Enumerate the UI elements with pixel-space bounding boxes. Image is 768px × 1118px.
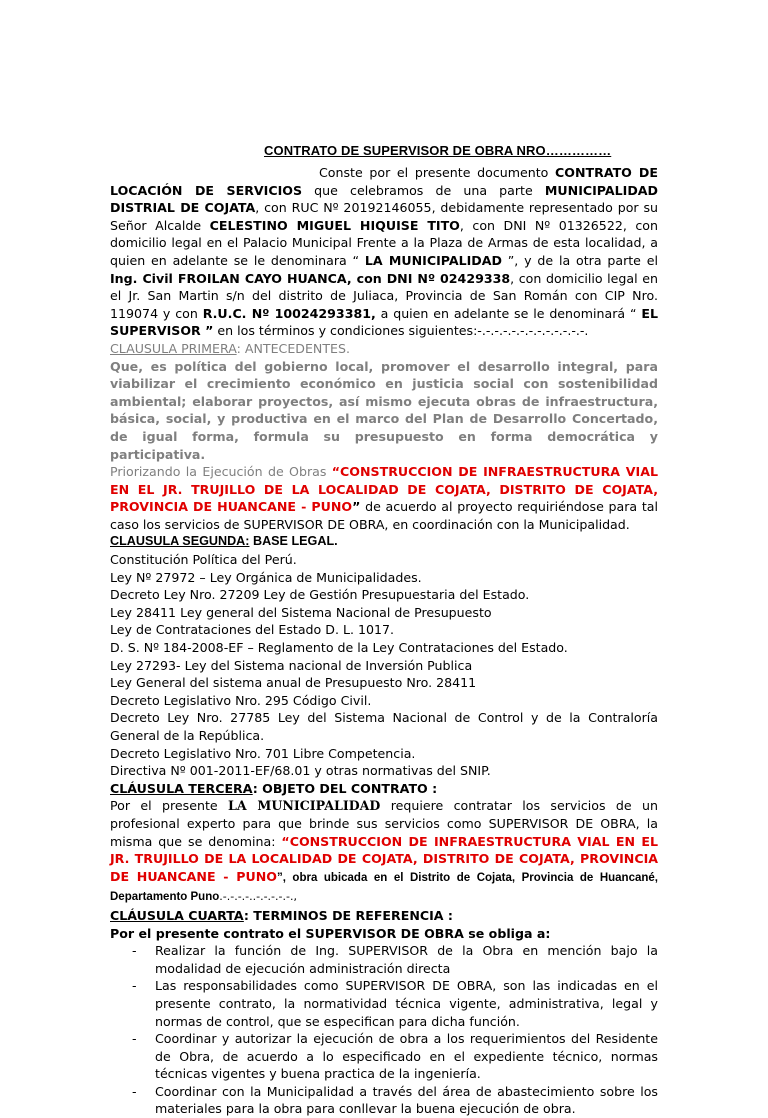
dash-bullet: - <box>132 943 137 959</box>
legal-base-list <box>110 551 658 780</box>
dash-bullet: - <box>132 1031 137 1047</box>
clausula-primera-subject: : ANTECEDENTES. <box>236 340 350 356</box>
objeto-text-3: .-.-.-.-..-.-.-.-.-., <box>219 890 297 904</box>
legal-item: D. S. Nº 184-2008-EF – Reglamento de la Ley Contrataciones del Estado. <box>110 640 568 656</box>
clausula-primera-heading <box>110 340 658 358</box>
el-supervisor-term: EL SUPERVISOR ” <box>110 305 658 339</box>
supervisor-name: Ing. Civil FROILAN CAYO HUANCA <box>110 270 347 286</box>
project-name: “CONSTRUCCION DE INFRAESTRUCTURA VIAL EN EL JR. TRUJILLO DE LA LOCALIDAD DE COJATA, DISTRITO DE COJATA, PROVINCIA DE HUANCANE - PUNO <box>110 833 659 884</box>
legal-item: Directiva Nº 001-2011-EF/68.01 y otras normativas del SNIP. <box>110 763 491 779</box>
legal-item: Decreto Ley Nro. 27209 Ley de Gestión Presupuestaria del Estado. <box>110 587 530 603</box>
legal-item: Ley de Contrataciones del Estado D. L. 1017. <box>110 622 395 638</box>
intro-text-7: a quien en adelante se le denominará “ <box>375 305 642 321</box>
la-municipalidad-term: LA MUNICIPALIDAD <box>364 252 502 268</box>
intro-text-3: , con RUC Nº 20192146055, debidamente representado por su Señor Alcalde <box>110 200 659 233</box>
obligation-text: Coordinar y autorizar la ejecución de obra a los requerimientos del Residente de Obra, de acuerdo a lo especificado en el expediente técnico, normas técnicas vigentes y buena practica de la ingeniería. <box>155 1031 658 1082</box>
legal-item: Ley 28411 Ley general del Sistema Nacional de Presupuesto <box>110 604 492 620</box>
clausula-tercera-label: CLÁUSULA TERCERA <box>110 780 253 796</box>
mayor-name: CELESTINO MIGUEL HIQUISE TITO <box>209 217 460 233</box>
clausula-cuarta-label: CLÁUSULA CUARTA <box>110 907 244 923</box>
supervisor-dni: , con DNI Nº 02429338 <box>346 270 511 286</box>
clausula-segunda-subject: BASE LEGAL. <box>249 534 338 549</box>
contract-type: CONTRATO DE LOCACIÓN DE SERVICIOS <box>110 165 658 198</box>
intro-text-8: en los términos y condiciones siguientes:-.-.-.-.-.-.-.-.-.-.-.-.-. <box>213 323 589 339</box>
project-name: “CONSTRUCCION DE INFRAESTRUCTURA VIAL EN EL JR. TRUJILLO DE LA LOCALIDAD DE COJATA, DISTRITO DE COJATA, PROVINCIA DE HUANCANE - PUNO <box>110 464 658 515</box>
obligation-text: Las responsabilidades como SUPERVISOR DE OBRA, son las indicadas en el presente contrato, la normatividad técnica vigente, administrativa, legal y normas de control, que se especifican para dicha función. <box>155 978 658 1029</box>
municipality-name: MUNICIPALIDAD DISTRIAL DE COJATA <box>110 182 658 216</box>
clausula-primera-priority <box>110 463 658 533</box>
clausula-cuarta-heading <box>110 907 658 925</box>
intro-text-1: Conste por el presente documento <box>319 165 556 180</box>
supervisor-ruc: R.U.C. Nº 10024293381, <box>202 305 376 321</box>
contract-title: CONTRATO DE SUPERVISOR DE OBRA NRO…………… <box>264 143 612 158</box>
intro-text-5: ”, y de la otra parte el <box>501 252 658 268</box>
obligation-text: Coordinar con la Municipalidad a través del área de abastecimiento sobre los materiales para la obra para conllevar la buena ejecución de obra. <box>155 1083 658 1117</box>
contract-document <box>110 142 658 1118</box>
priority-rest: de acuerdo al proyecto requiriéndose para tal caso los servicios de SUPERVISOR DE OBRA, en coordinación con la Municipalidad. <box>110 499 658 532</box>
dash-bullet: - <box>132 978 137 994</box>
clausula-tercera-subject: : OBJETO DEL CONTRATO : <box>252 780 438 796</box>
obligation-item <box>110 977 658 1030</box>
objeto-text-2: requiere contratar los servicios de un profesional experto para que brinde sus servicios como SUPERVISOR DE OBRA, la misma que se denomina: <box>110 798 659 849</box>
clausula-segunda-heading <box>110 533 658 551</box>
clausula-cuarta-subject: : TERMINOS DE REFERENCIA : <box>243 907 453 923</box>
obligation-item <box>110 1030 658 1083</box>
intro-text-4: , con DNI Nº 01326522, con domicilio legal en el Palacio Municipal Frente a la Plaza de Armas de esta localidad, a quien en adelante se le denominara “ <box>110 217 658 268</box>
project-location: ”, obra ubicada en el Distrito de Cojata, Provincia de Huancané, Departamento Puno <box>110 871 658 904</box>
intro-text-2: que celebramos de una parte <box>302 182 545 198</box>
project-close-quote: ” <box>352 499 361 515</box>
la-municipalidad-term: LA MUNICIPALIDAD <box>228 798 381 814</box>
intro-text-6: , con domicilio legal en el Jr. San Martin s/n del distrito de Juliaca, Provincia de San Román con CIP Nro. 119074 y con <box>110 270 658 321</box>
clausula-segunda-label: CLAUSULA SEGUNDA: <box>110 534 250 549</box>
obligation-item <box>110 1083 658 1118</box>
legal-item: Decreto Legislativo Nro. 701 Libre Competencia. <box>110 745 416 761</box>
clausula-tercera-heading <box>110 780 658 798</box>
clausula-tercera-body <box>110 797 658 907</box>
legal-item: Constitución Política del Perú. <box>110 552 297 568</box>
clausula-primera-body: Que, es política del gobierno local, promover el desarrollo integral, para viabilizar el crecimiento económico en justicia social con sostenibilidad ambiental; elaborar proyectos, así mismo ejecuta obras de infraestructura, básica, social, y productiva en el marco del Plan de Desarrollo Concertado, de igual forma, formula su presupuesto en forma democrática y participativa. <box>110 358 658 462</box>
legal-item: Ley General del sistema anual de Presupuesto Nro. 28411 <box>110 675 477 691</box>
obligation-item <box>110 942 658 977</box>
clausula-primera-label: CLAUSULA PRIMERA <box>110 340 237 356</box>
objeto-text-1: Por el presente <box>110 798 229 814</box>
legal-item: Decreto Legislativo Nro. 295 Código Civil. <box>110 692 372 708</box>
legal-item: Ley 27293- Ley del Sistema nacional de Inversión Publica <box>110 657 473 673</box>
obligations-list <box>110 942 658 1118</box>
intro-paragraph <box>110 164 658 340</box>
obligation-text: Realizar la función de Ing. SUPERVISOR de la Obra en mención bajo la modalidad de ejecución administración directa <box>155 943 658 976</box>
dash-bullet: - <box>132 1083 137 1099</box>
legal-item: Ley Nº 27972 – Ley Orgánica de Municipalidades. <box>110 569 422 585</box>
legal-item: Decreto Ley Nro. 27785 Ley del Sistema Nacional de Control y de la Contraloría General de la República. <box>110 710 658 743</box>
obligations-lead: Por el presente contrato el SUPERVISOR DE OBRA se obliga a: <box>110 925 551 941</box>
priority-lead: Priorizando la Ejecución de Obras <box>110 464 332 480</box>
